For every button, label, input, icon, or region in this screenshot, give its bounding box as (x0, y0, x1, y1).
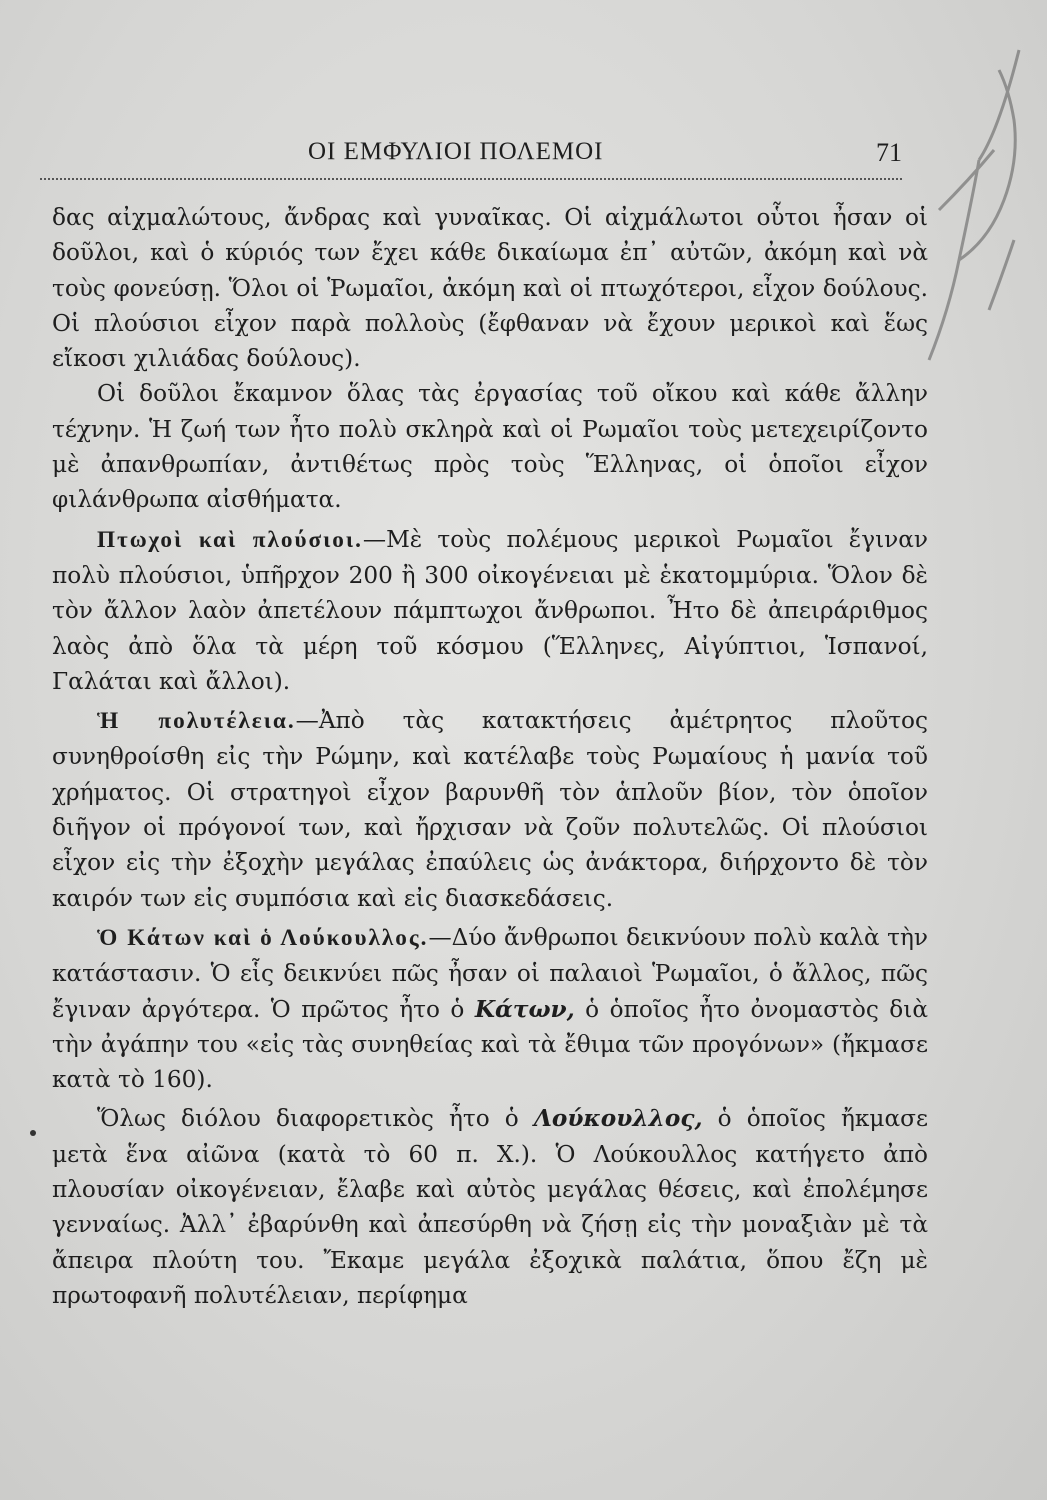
section-heading-luxury: Ἡ πολυτέλεια. (97, 708, 296, 735)
section-heading-poor-rich: Πτωχοὶ καὶ πλούσιοι. (97, 526, 363, 553)
paragraph-luxury (52, 703, 928, 916)
name-lucullus: Λούκουλλος, (533, 1105, 703, 1133)
margin-dot (30, 1130, 36, 1136)
page-number: 71 (876, 138, 902, 167)
paragraph-text: δας αἰχμαλώτους, ἄνδρας καὶ γυναῖκας. Οἱ αἰχμάλωτοι οὗτοι ἦσαν οἱ δοῦλοι, καὶ ὁ κύριός των ἔχει κάθε δικαίωμα ἐπ᾿ αὐτῶν, ἀκόμη καὶ νὰ τοὺς φονεύσῃ. Ὅλοι οἱ Ῥωμαῖοι, ἀκόμη καὶ οἱ πτωχότεροι, εἶχον δούλους. Οἱ πλούσιοι εἶχον παρὰ πολλοὺς (ἔφθαναν νὰ ἔχουν μερικοὶ καὶ ἕως εἴκοσι χιλιάδας δούλους). (52, 204, 928, 373)
paragraph-text: Ὅλως διόλου διαφορετικὸς ἦτο ὁ (97, 1105, 534, 1133)
paragraph-cato-lucullus (52, 920, 928, 1097)
paragraph-text: —Δύο ἄνθρωποι δεικνύουν πολὺ καλὰ τὴν κατάστασιν. Ὁ εἷς δεικνύει πῶς ἦσαν οἱ παλαιοὶ Ῥωμαῖοι, ὁ ἄλλος, πῶς ἔγιναν ἀργότερα. Ὁ πρῶτος ἦτο ὁ (52, 923, 928, 1023)
section-heading-cato-lucullus: Ὁ Κάτων καὶ ὁ Λούκουλλος. (97, 924, 429, 951)
name-cato: Κάτων, (474, 995, 575, 1023)
paragraph-text: —Ἀπὸ τὰς κατακτήσεις ἀμέτρητος πλοῦτος συνηθροίσθη εἰς τὴν Ρώμην, καὶ κατέλαβε τοὺς Ρωμαίους ἡ μανία τοῦ χρήματος. Οἱ στρατηγοὶ εἶχον βαρυνθῆ τὸν ἁπλοῦν βίον, τὸν ὁποῖον διῆγον οἱ πρόγονοί των, καὶ ἤρχισαν νὰ ζοῦν πολυτελῶς. Οἱ πλούσιοι εἶχον εἰς τὴν ἐξοχὴν μεγάλας ἐπαύλεις ὡς ἀνάκτορα, διήρχοντο δὲ τὸν καιρόν των εἰς συμπόσια καὶ εἰς διασκεδάσεις. (52, 707, 928, 912)
running-title: ΟΙ ΕΜΦΥΛΙΟΙ ΠΟΛΕΜΟΙ (308, 138, 604, 165)
paragraph-lucullus (52, 1101, 928, 1313)
running-head (40, 138, 902, 180)
paragraph-text: —Μὲ τοὺς πολέμους μερικοὶ Ρωμαῖοι ἔγιναν πολὺ πλούσιοι, ὑπῆρχον 200 ἢ 300 οἰκογένειαι μὲ ἑκατομμύρια. Ὅλον δὲ τὸν ἄλλον λαὸν ἀπετέλουν πάμπτωχοι ἄνθρωποι. Ἦτο δὲ ἀπειράριθμος λαὸς ἀπὸ ὅλα τὰ μέρη τοῦ κόσμου (Ἕλληνες, Αἰγύπτιοι, Ἱσπανοί, Γαλάται καὶ ἄλλοι). (52, 525, 929, 695)
pencil-scribble-mark (919, 10, 1029, 370)
paragraph-slaves-work (52, 376, 928, 517)
paragraph-slaves-intro (52, 200, 928, 376)
paragraph-poor-and-rich (52, 522, 928, 699)
body-text (52, 200, 928, 1313)
paragraph-text: Οἱ δοῦλοι ἔκαμνον ὅλας τὰς ἐργασίας τοῦ οἴκου καὶ κάθε ἄλλην τέχνην. Ἡ ζωή των ἦτο πολὺ σκληρὰ καὶ οἱ Ρωμαῖοι τοὺς μετεχειρίζοντο μὲ ἀπανθρωπίαν, ἀντιθέτως πρὸς τοὺς Ἕλληνας, οἱ ὁποῖοι εἶχον φιλάνθρωπα αἰσθήματα. (52, 380, 928, 514)
paragraph-text: ὁ ὁποῖος ἦτο ὀνομαστὸς διὰ τὴν ἀγάπην του «εἰς τὰς συνηθείας καὶ τὰ ἔθιμα τῶν προγόνων» (ἤκμασε κατὰ τὸ 160). (52, 995, 928, 1094)
paragraph-text: ὁ ὁποῖος ἤκμασε μετὰ ἕνα αἰῶνα (κατὰ τὸ 60 π. Χ.). Ὁ Λούκουλλος κατήγετο ἀπὸ πλουσίαν οἰκογένειαν, ἔλαβε καὶ αὐτὸς μεγάλας θέσεις, καὶ ἐπολέμησε γενναίως. Ἀλλ᾿ ἐβαρύνθη καὶ ἀπεσύρθη νὰ ζήσῃ εἰς τὴν μοναξιὰν μὲ τὰ ἄπειρα πλούτη του. Ἔκαμε μεγάλα ἐξοχικὰ παλάτια, ὅπου ἔζη μὲ πρωτοφανῆ πολυτέλειαν, περίφημα (52, 1105, 928, 1309)
